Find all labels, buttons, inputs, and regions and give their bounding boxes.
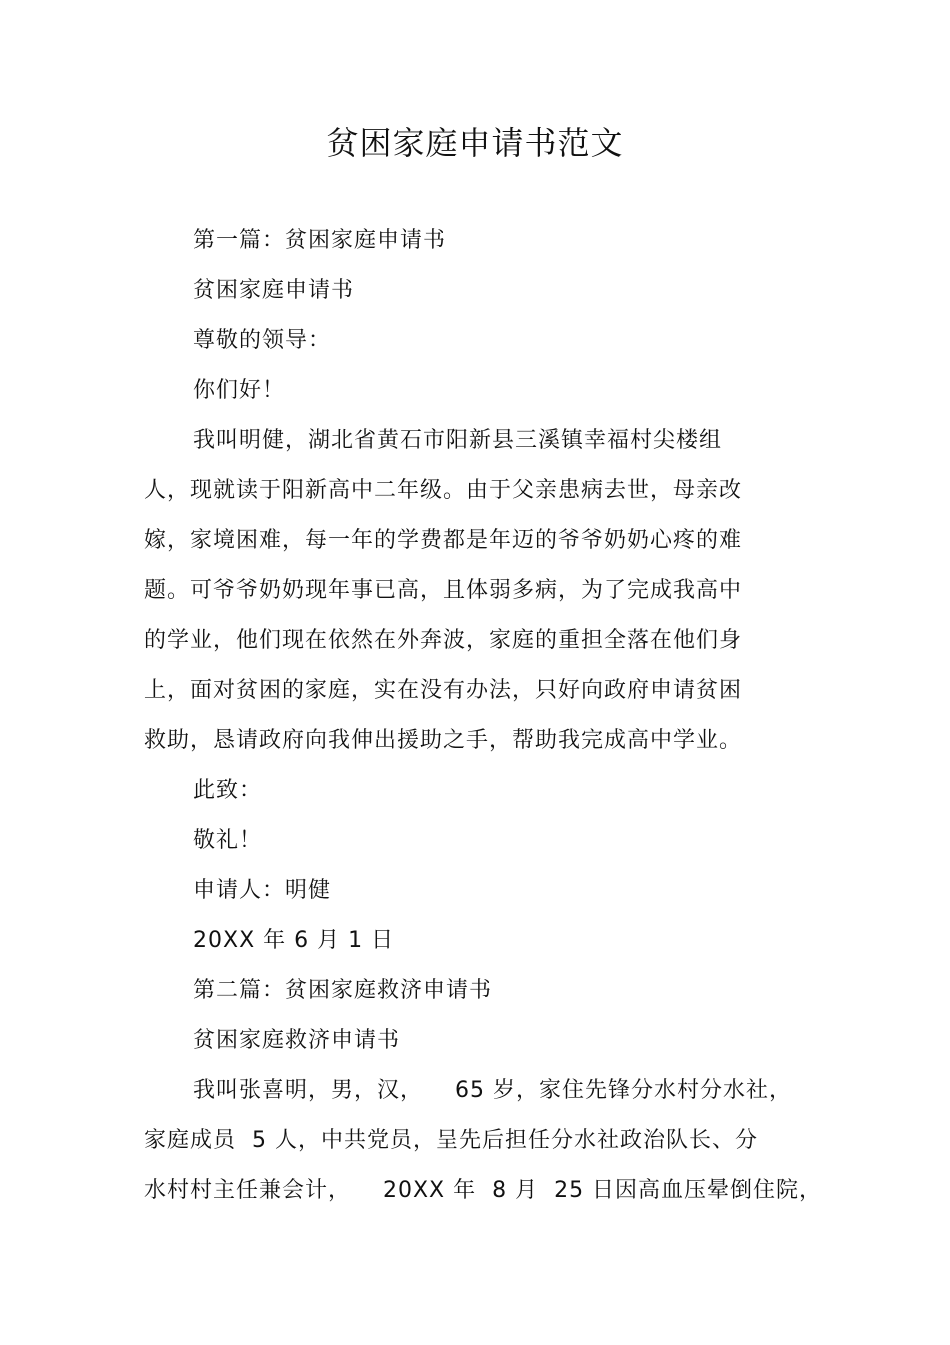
date: 20XX 年 6 月 1 日 — [193, 928, 395, 953]
applicant: 申请人：明健 — [193, 878, 332, 903]
body-line: 水村村主任兼会计， 20XX 年 8 月 25 日因高血压晕倒住院， — [144, 1178, 823, 1203]
letter-title-1: 贫困家庭申请书 — [193, 278, 355, 303]
section-heading-1: 第一篇：贫困家庭申请书 — [193, 228, 447, 253]
body-line: 我叫明健，湖北省黄石市阳新县三溪镇幸福村尖楼组 — [193, 428, 723, 453]
body-line: 我叫张喜明，男，汉， 65 岁，家住先锋分水村分水社， — [193, 1078, 792, 1103]
body-line: 救助，恳请政府向我伸出援助之手，帮助我完成高中学业。 — [144, 728, 743, 753]
body-line: 嫁，家境困难，每一年的学费都是年迈的爷爷奶奶心疼的难 — [144, 528, 743, 553]
closing-salute: 敬礼！ — [193, 828, 263, 853]
salutation: 尊敬的领导： — [193, 328, 332, 353]
letter-title-2: 贫困家庭救济申请书 — [193, 1028, 401, 1053]
body-line: 上，面对贫困的家庭，实在没有办法，只好向政府申请贫困 — [144, 678, 743, 703]
document-title: 贫困家庭申请书范文 — [326, 124, 624, 162]
body-line: 家庭成员 5 人，中共党员，呈先后担任分水社政治队长、分 — [144, 1128, 758, 1153]
body-line: 的学业，他们现在依然在外奔波，家庭的重担全落在他们身 — [144, 628, 743, 653]
body-line: 题。可爷爷奶奶现年事已高，且体弱多病，为了完成我高中 — [144, 578, 743, 603]
closing: 此致： — [193, 778, 263, 803]
greeting: 你们好！ — [193, 378, 286, 403]
body-line: 人，现就读于阳新高中二年级。由于父亲患病去世，母亲改 — [144, 478, 743, 503]
section-heading-2: 第二篇：贫困家庭救济申请书 — [193, 978, 493, 1003]
